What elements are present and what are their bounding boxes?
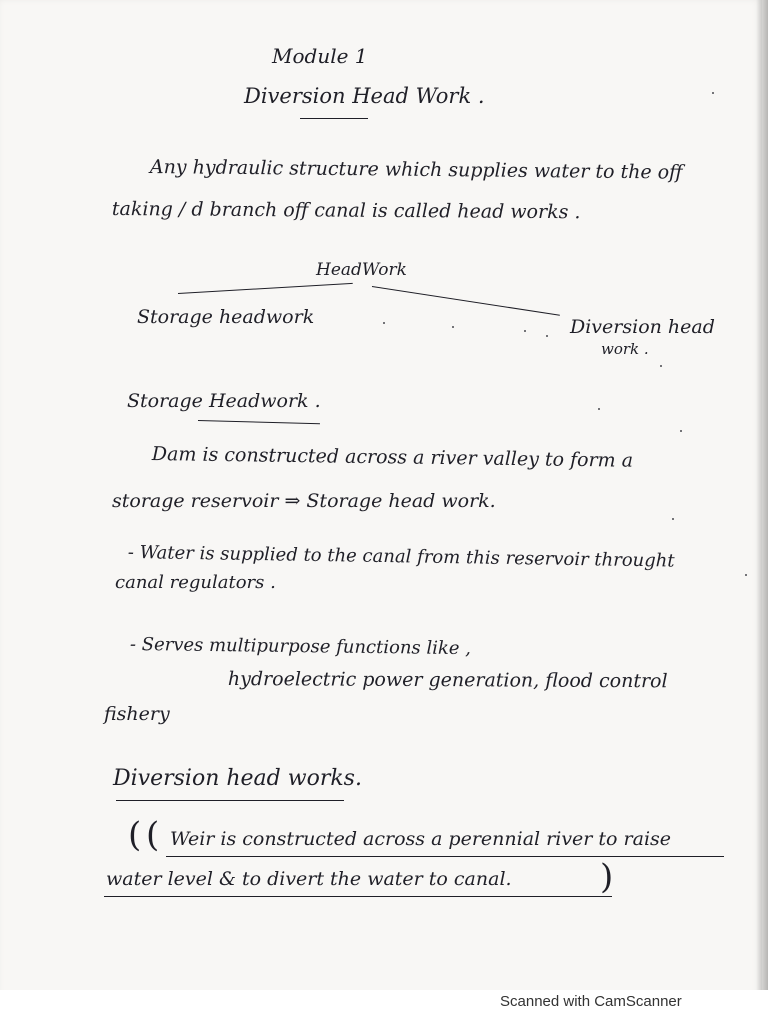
page-edge-shadow <box>756 0 768 1000</box>
storage-heading-underline <box>198 420 320 424</box>
tree-branch-right <box>372 286 560 316</box>
diversion-line-2: water level & to divert the water to canal. <box>106 868 512 890</box>
storage-heading: Storage Headwork . <box>127 390 321 412</box>
scan-speck <box>745 574 747 576</box>
storage-line-6: hydroelectric power generation, flood control <box>227 668 668 693</box>
open-paren-outer: ( <box>128 815 142 855</box>
tree-right-label-line-1: Diversion head <box>570 316 715 338</box>
scan-speck <box>680 430 682 432</box>
scan-speck <box>660 365 662 367</box>
scan-speck <box>546 335 548 337</box>
tree-root-label: HeadWork <box>316 260 407 280</box>
storage-line-7: fishery <box>104 703 170 725</box>
diversion-heading: Diversion head works. <box>113 766 362 791</box>
tree-right-label-line-2: work . <box>601 340 649 358</box>
diversion-heading-underline <box>116 800 344 801</box>
page-title: Diversion Head Work . <box>244 84 485 108</box>
storage-line-3: - Water is supplied to the canal from this reservoir throught <box>127 542 675 572</box>
diversion-line-2-underline <box>104 896 612 897</box>
module-label: Module 1 <box>272 44 368 68</box>
storage-line-4: canal regulators . <box>115 572 276 593</box>
storage-line-5: - Serves multipurpose functions like , <box>129 634 472 660</box>
title-underline <box>300 118 368 119</box>
scan-speck <box>383 322 385 324</box>
storage-line-2: storage reservoir ⇒ Storage head work. <box>112 490 496 512</box>
scan-speck <box>524 330 526 332</box>
diversion-line-1: Weir is constructed across a perennial river to raise <box>170 828 672 850</box>
scan-speck <box>452 326 454 328</box>
open-paren-inner: ( <box>146 815 160 855</box>
diversion-line-1-underline <box>166 856 724 857</box>
tree-left-label: Storage headwork <box>137 306 315 328</box>
scan-speck <box>672 518 674 520</box>
tree-branch-left <box>178 283 353 294</box>
storage-line-1: Dam is constructed across a river valley to form a <box>151 443 634 472</box>
scan-speck <box>598 408 600 410</box>
scan-speck <box>712 92 714 94</box>
close-paren: ) <box>600 857 614 897</box>
definition-line-2: taking / d branch off canal is called head works . <box>111 198 581 224</box>
definition-line-1: Any hydraulic structure which supplies water to the off <box>149 156 683 184</box>
scanner-watermark: Scanned with CamScanner <box>500 993 682 1010</box>
